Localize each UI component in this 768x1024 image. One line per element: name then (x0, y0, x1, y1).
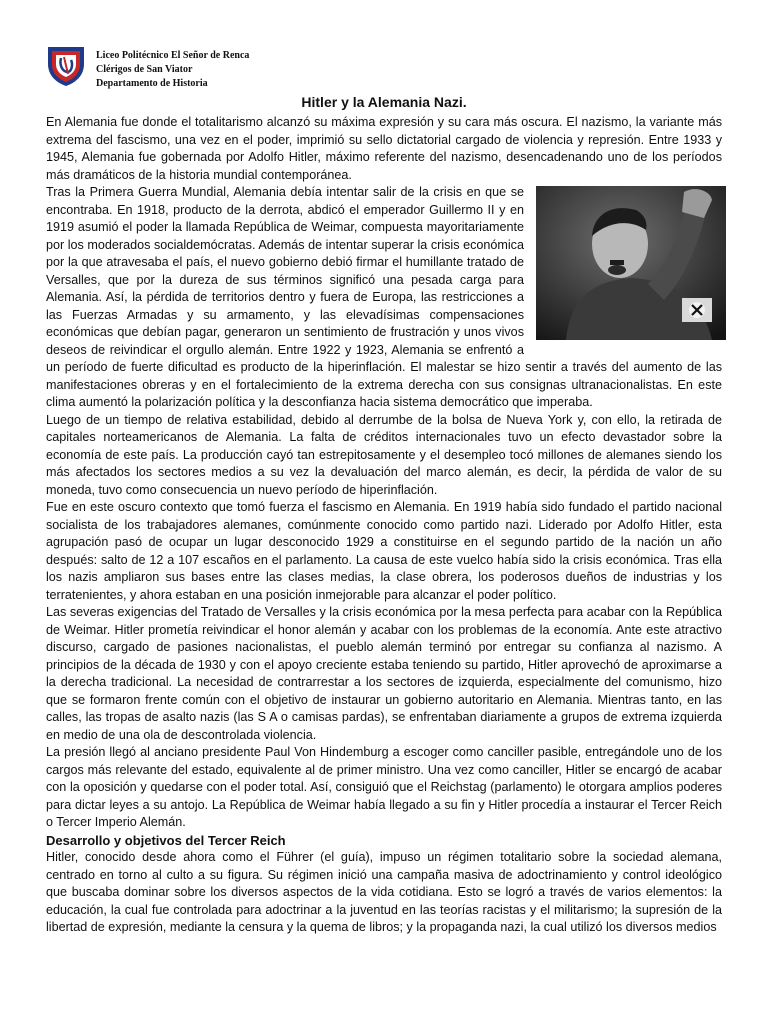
paragraph-6: La presión llegó al anciano presidente Paul Von Hindemburg a escoger como canciller pasible, entregándole uno de los cargos más relevante del estado, equivalente al de primer ministro. Una vez como canciller, Hitler se encargó de acabar con la oposición y quedarse con el poder total. Así, consiguió que el Reichstag (parlamento) le otorgara amplios poderes para dictar leyes a su antojo. La República de Weimar había llegado a su fin y Hitler procedía a instaurar el Tercer Reich o Tercer Imperio Alemán. (46, 745, 722, 829)
school-name: Liceo Politécnico El Señor de Renca (96, 50, 250, 61)
document-body (46, 114, 722, 937)
hitler-photo (536, 186, 726, 340)
paragraph-5: Las severas exigencias del Tratado de Versalles y la crisis económica por la mesa perfecta para acabar con la República de Weimar. Hitler prometía reivindicar el honor alemán y acabar con los problemas de la economía. Ante este atractivo discurso, cargado de pasiones nacionalistas, el pueblo alemán terminó por entregar su confianza al nazismo. A principios de la década de 1930 y con el apoyo creciente estaba teniendo su partido, Hitler aprovechó de aproximarse a la derecha tradicional. La necesidad de contrarrestar a los sectores de izquierda, especialmente del comunismo, hizo que se formaron frente común con el objetivo de instaurar un gobierno autoritario en Alemania. Mientras tanto, en las calles, las tropas de asalto nazis (las S A o camisas pardas), se enfrentaban diariamente a grupos de extrema izquierda en medio de una ola de descontrolada violencia. (46, 605, 722, 742)
paragraph-4: Fue en este oscuro contexto que tomó fuerza el fascismo en Alemania. En 1919 había sido fundado el partido nacional socialista de los trabajadores alemanes, comúnmente conocido como partido nazi. Liderado por Adolfo Hitler, esta agrupación pasó de ocupar un lugar desconocido 1929 a constituirse en el segundo partido de la nación un año después: salto de 12 a 107 escaños en el parlamento. La causa de este vuelco había sido la crisis económica. Tras ella los nazis ampliaron sus bases entre las clases medias, la clase obrera, los poderosos dueños de industrias y los terratenientes, y ahora estaban en una posición inmejorable para alcanzar el poder político. (46, 500, 722, 602)
section-subheading: Desarrollo y objetivos del Tercer Reich (46, 832, 286, 848)
paragraph-7: Hitler, conocido desde ahora como el Führer (el guía), impuso un régimen totalitario sobre la sociedad alemana, centrado en torno al culto a su figura. Su régimen inició una campaña masiva de adoctrinamiento y control ideológico que buscaba dominar sobre los diversos aspectos de la vida cotidiana. Esto se logró a través de varios elementos: la educación, la cual fue controlada para adoctrinar a la juventud en las teorías racistas y el militarismo; la supresión de la libertad de expresión, mediante la censura y la quema de libros; y la propaganda nazi, la cual utilizó los diversos medios (46, 850, 722, 934)
paragraph-1: En Alemania fue donde el totalitarismo alcanzó su máxima expresión y su cara más oscura. El nazismo, la variante más extrema del fascismo, una vez en el poder, imprimió su sello dictatorial cargado de violencia y represión. Entre 1933 y 1945, Alemania fue gobernada por Adolfo Hitler, máximo referente del nazismo, desencadenando uno de los períodos más dramáticos de la historia mundial contemporánea. (46, 115, 722, 182)
department-name: Departamento de Historia (96, 78, 208, 89)
school-crest-icon (46, 44, 86, 88)
paragraph-2: Tras la Primera Guerra Mundial, Alemania debía intentar salir de la crisis en que se encontraba. En 1918, producto de la derrota, abdicó el emperador Guillermo II y en 1919 asumió el poder la llamada República de Weimar, compuesta mayoritariamente por los moderados socialdemócratas. Además de intentar superar la crisis económica por la que atravesaba el país, el nuevo gobierno debió firmar el humillante tratado de Versalles, que por la dureza de sus términos significó una pesada carga para Alemania. Así, la pérdida de territorios dentro y fuera de Europa, las restricciones a las Fuerzas Armadas y su armamento, y las elevadísimas compensaciones económicas que debían pagar, generaron un sentimiento de frustración y unos vivos deseos de reivindicar el orgullo alemán. Entre 1922 y 1923, Alemania se enfrentó a un período de fuerte dificultad es producto de la hiperinflación. El malestar se hizo sentir a través del aumento de las manifestaciones obreras y en el fortalecimiento de la extrema derecha con sus consignas ultranacionalistas. En este clima aumentó la polarización política y la desconfianza hacia sistema democrático que imperaba. (46, 185, 722, 409)
religious-order: Clérigos de San Viator (96, 64, 193, 75)
paragraph-3: Luego de un tiempo de relativa estabilidad, debido al derrumbe de la bolsa de Nueva York y, con ello, la retirada de capitales norteamericanos de Alemania. La falta de créditos internacionales tuvo un efecto devastador sobre la economía de este país. La producción cayó tan estrepitosamente y el desempleo tocó millones de alemanes siendo los más afectados los sectores medios a su vez la devaluación del marco alemán, es decir, la pérdida de valor de su moneda, tuvo como consecuencia un nuevo período de hiperinflación. (46, 412, 722, 497)
document-title: Hitler y la Alemania Nazi. (301, 94, 467, 110)
document-header (46, 44, 726, 92)
school-info (96, 49, 249, 91)
